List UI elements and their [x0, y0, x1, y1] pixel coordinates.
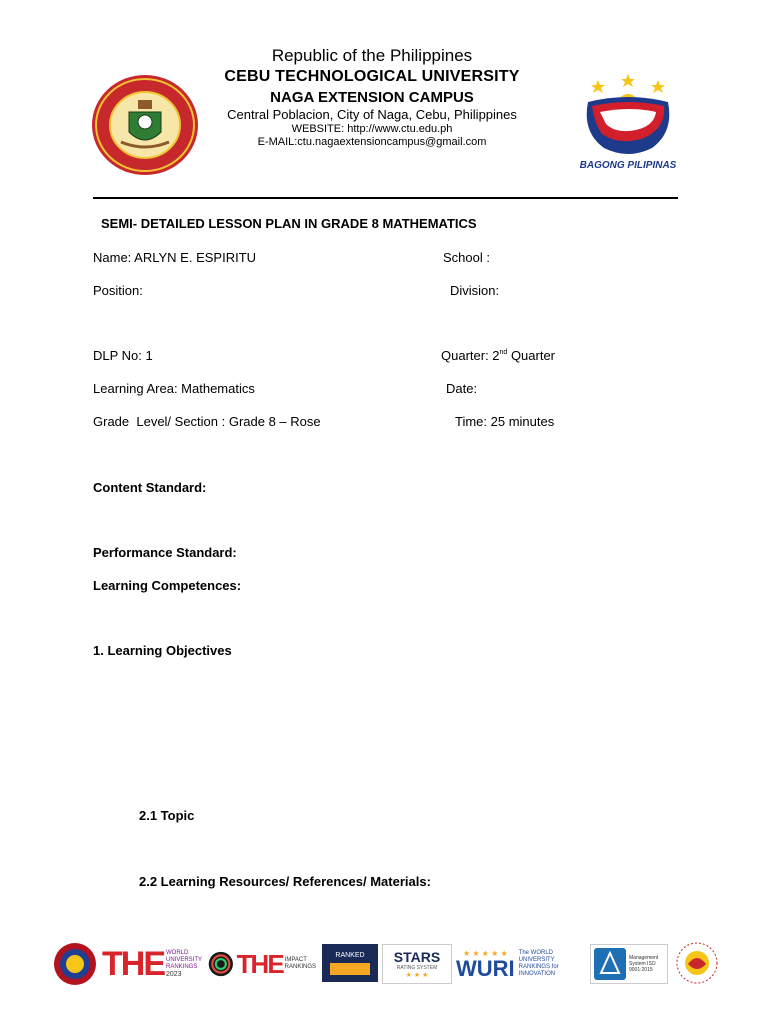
content-standard-heading: Content Standard: — [93, 480, 207, 495]
ctu-seal-logo — [91, 74, 199, 176]
qs-ranked-label: RANKED — [335, 951, 365, 959]
wuri-stars: ★ ★ ★ ★ ★ — [462, 948, 508, 958]
division-field: Division: — [450, 283, 500, 298]
bagong-pilipinas-text: BAGONG PILIPINAS — [579, 160, 677, 171]
qs-stars-sub: RATING SYSTEM — [396, 965, 438, 971]
qs-ranked-logo — [322, 944, 378, 982]
asean-badge-logo — [52, 942, 98, 986]
the-wur-mark: THE — [102, 944, 164, 983]
quarter-sup: nd — [499, 349, 508, 356]
dlp-field: DLP No: 1 — [93, 348, 153, 363]
wuri-logo — [456, 944, 580, 984]
quarter-suffix: Quarter — [507, 348, 556, 363]
the-wur-sub: WORLD UNIVERSITY RANKINGS — [166, 950, 202, 970]
the-wur-year: 2023 — [166, 971, 182, 978]
partner-seal-logo — [676, 942, 718, 984]
email-line: E-MAIL:ctu.nagaextensioncampus@gmail.com — [257, 136, 487, 148]
header-divider — [93, 197, 678, 199]
qs-stars-label: STARS — [393, 949, 441, 965]
learning-competences-heading: Learning Competences: — [93, 578, 242, 593]
quarter-field — [441, 348, 555, 363]
qs-stars-logo — [382, 944, 452, 984]
qs-stars-glyphs: ★ ★ ★ — [405, 972, 429, 979]
learning-objectives-heading: 1. Learning Objectives — [93, 643, 232, 658]
school-field: School : — [443, 250, 490, 265]
topic-heading: 2.1 Topic — [139, 808, 195, 823]
university-name: CEBU TECHNOLOGICAL UNIVERSITY — [224, 68, 520, 85]
the-impact-sub: IMPACT RANKINGS — [284, 957, 316, 970]
lesson-plan-title: SEMI- DETAILED LESSON PLAN IN GRADE 8 MATHEMATICS — [101, 216, 477, 231]
wuri-mark: WURI — [456, 955, 515, 981]
wuri-sub: The WORLD UNIVERSITY RANKINGS for INNOVATION — [518, 950, 559, 977]
iso-sub: Management System ISO 9001:2015 — [629, 955, 659, 973]
the-impact-mark: THE — [236, 948, 283, 979]
campus-address: Central Poblacion, City of Naga, Cebu, Philippines — [227, 107, 517, 122]
time-field: Time: 25 minutes — [455, 414, 555, 429]
position-field: Position: — [93, 283, 143, 298]
republic-line: Republic of the Philippines — [271, 46, 473, 65]
resources-heading: 2.2 Learning Resources/ References/ Materials: — [139, 874, 431, 889]
footer-logos — [48, 936, 728, 992]
the-impact-logo — [208, 944, 316, 984]
bagong-pilipinas-logo — [570, 72, 686, 176]
campus-name: NAGA EXTENSION CAMPUS — [270, 89, 474, 106]
learning-area-field: Learning Area: Mathematics — [93, 381, 255, 396]
performance-standard-heading: Performance Standard: — [93, 545, 237, 560]
the-wur-logo — [102, 944, 202, 984]
iso-cert-logo — [590, 944, 668, 984]
grade-field: Grade Level/ Section : Grade 8 – Rose — [93, 414, 321, 429]
quarter-prefix: Quarter: 2 — [441, 348, 500, 363]
name-field: Name: ARLYN E. ESPIRITU — [93, 250, 257, 265]
website-line: WEBSITE: http://www.ctu.edu.ph — [291, 123, 453, 135]
date-field: Date: — [446, 381, 478, 396]
